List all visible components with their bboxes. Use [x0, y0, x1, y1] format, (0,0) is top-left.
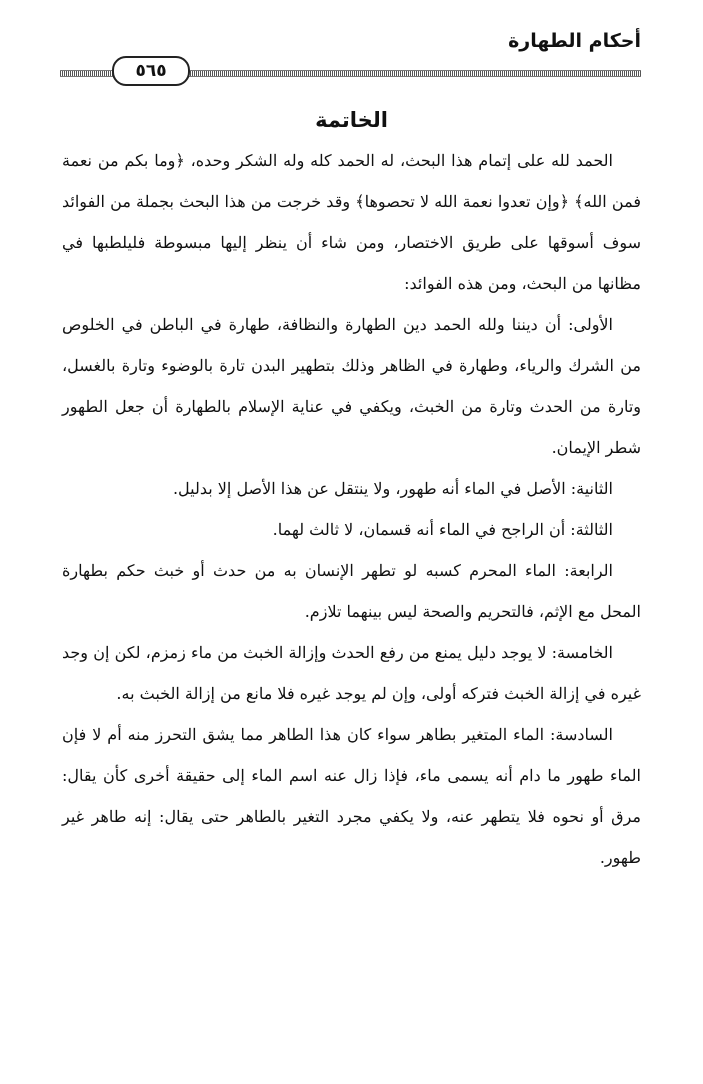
- paragraph-sixth: السادسة: الماء المتغير بطاهر سواء كان هذا الطاهر مما يشق التحرز منه أم لا فإن الماء طهور ما دام أنه يسمى ماء، فإذا زال عنه اسم الماء إلى حقيقة أخرى كأن يقال: مرق أو نحوه فلا يتطهر عنه، ولا يكفي مجرد التغير بالطاهر حتى يقال: إنه طاهر غير طهور.: [62, 725, 641, 867]
- page-number: ٥٦٥: [112, 56, 190, 86]
- paragraph-second: الثانية: الأصل في الماء أنه طهور، ولا ينتقل عن هذا الأصل إلا بدليل.: [172, 479, 613, 498]
- paragraph-intro: الحمد لله على إتمام هذا البحث، له الحمد كله وله الشكر وحده، ﴿وما بكم من نعمة فمن الله﴾ ﴿وإن تعدوا نعمة الله لا تحصوها﴾ وقد خرجت من هذا البحث بجملة من الفوائد سوف أسوقها على طريق الاختصار، ومن شاء أن ينظر إليها مبسوطة فليلطبها في مظانها من البحث، ومن هذه الفوائد:: [62, 151, 641, 293]
- body-text: [62, 140, 641, 878]
- paragraph-fourth: الرابعة: الماء المحرم كسبه لو تطهر الإنسان به من حدث أو خبث حكم بطهارة المحل مع الإثم، فالتحريم والصحة ليس بينهما تلازم.: [62, 561, 641, 621]
- running-title: أحكام الطهارة: [508, 30, 641, 52]
- section-title: الخاتمة: [315, 108, 388, 132]
- paragraph-first: الأولى: أن ديننا ولله الحمد دين الطهارة والنظافة، طهارة في الباطن في الخلوص من الشرك والرياء، وطهارة في الظاهر وذلك بتطهير البدن تارة بالوضوء وتارة بالغسل، وتارة من الحدث وتارة من الخبث، ويكفي في عناية الإسلام بالطهارة أن جعل الطهور شطر الإيمان.: [62, 315, 641, 457]
- paragraph-third: الثالثة: أن الراجح في الماء أنه قسمان، لا ثالث لهما.: [272, 520, 613, 539]
- paragraph-fifth: الخامسة: لا يوجد دليل يمنع من رفع الحدث وإزالة الخبث من ماء زمزم، لكن إن وجد غيره في إزالة الخبث فتركه أولى، وإن لم يوجد غيره فلا مانع من إزالة الخبث به.: [62, 643, 641, 703]
